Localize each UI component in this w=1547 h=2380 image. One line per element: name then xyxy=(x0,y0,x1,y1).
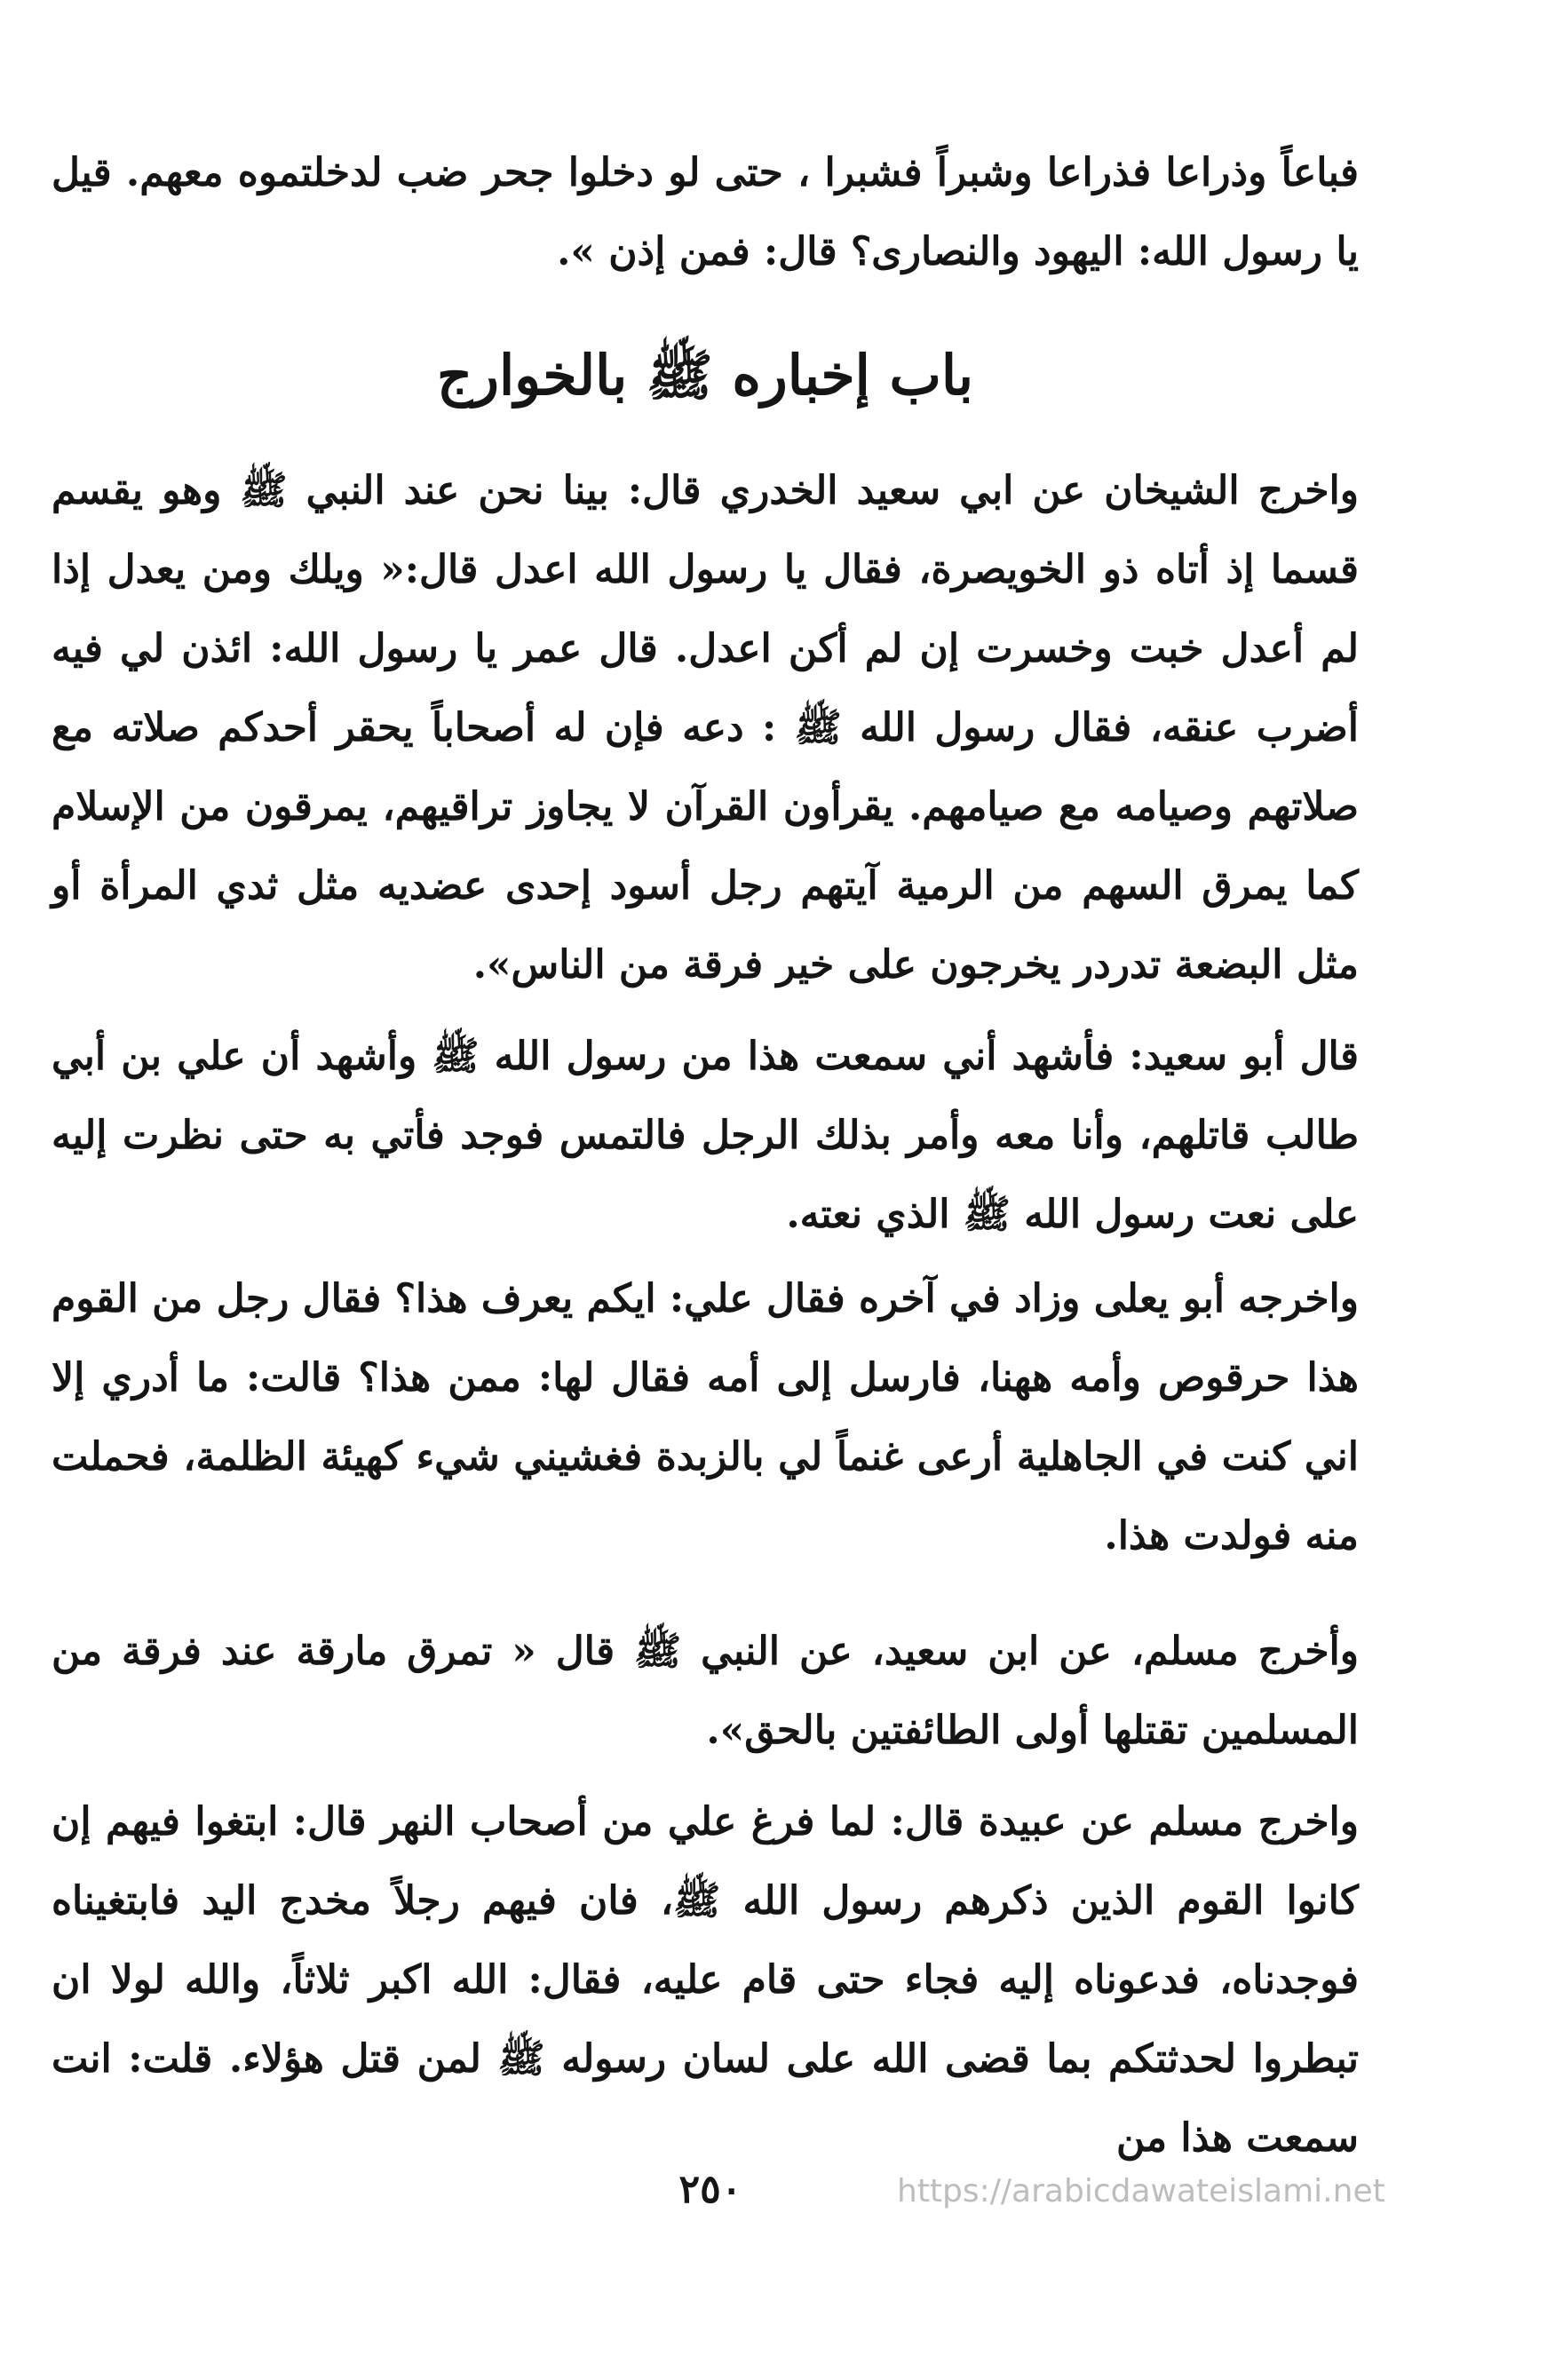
paragraph-2: قال أبو سعيد: فأشهد أني سمعت هذا من رسول الله ﷺ وأشهد أن علي بن أبي طالب قاتلهم، وأنا معه وأمر بذلك الرجل فالتمس فوجد فأتي به حتى نظرت إليه على نعت رسول الله ﷺ الذي نعته. xyxy=(52,1034,1359,1237)
chapter-heading: باب إخباره ﷺ بالخوارج xyxy=(436,343,973,408)
paragraph-3: واخرجه أبو يعلى وزاد في آخره فقال علي: ايكم يعرف هذا؟ فقال رجل من القوم هذا حرقوص وأمه ههنا، فارسل إلى أمه فقال لها: ممن هذا؟ قالت: ما أدري إلا اني كنت في الجاهلية أرعى غنماً لي بالزبدة فغشيني شيء كهيئة الظلمة، فحملت منه فولدت هذا. xyxy=(52,1276,1359,1559)
continuation-paragraph: فباعاً وذراعا فذراعا وشبراً فشبرا ، حتى لو دخلوا جحر ضب لدخلتموه معهم. قيل يا رسول الله: اليهود والنصارى؟ قال: فمن إذن ». xyxy=(52,150,1359,274)
paragraph-4: وأخرج مسلم، عن ابن سعيد، عن النبي ﷺ قال « تمرق مارقة عند فرقة من المسلمين تقتلها أولى الطائفتين بالحق». xyxy=(52,1629,1359,1753)
page-number: ٢٥٠ xyxy=(678,2167,742,2212)
paragraph-5: واخرج مسلم عن عبيدة قال: لما فرغ علي من أصحاب النهر قال: ابتغوا فيهم إن كانوا القوم الذين ذكرهم رسول الله ﷺ، فان فيهم رجلاً مخدج اليد فابتغيناه فوجدناه، فدعوناه إليه فجاء حتى قام عليه، فقال: الله اكبر ثلاثاً، والله لولا ان تبطروا لحدثتكم بما قضى الله على لسان رسوله ﷺ لمن قتل هؤلاء. قلت: انت سمعت هذا من xyxy=(52,1799,1359,2161)
paragraph-1: واخرج الشيخان عن ابي سعيد الخدري قال: بينا نحن عند النبي ﷺ وهو يقسم قسما إذ أتاه ذو الخويصرة، فقال يا رسول الله اعدل قال:« ويلك ومن يعدل إذا لم أعدل خبت وخسرت إن لم أكن اعدل. قال عمر يا رسول الله: ائذن لي فيه أضرب عنقه، فقال رسول الله ﷺ : دعه فإن له أصحاباً يحقر أحدكم صلاته مع صلاتهم وصيامه مع صيامهم. يقرأون القرآن لا يجاوز تراقيهم، يمرقون من الإسلام كما يمرق السهم من الرمية آيتهم رجل أسود إحدى عضديه مثل ثدي المرأة أو مثل البضعة تدردر يخرجون على خير فرقة من الناس». xyxy=(52,468,1359,988)
watermark-url: https://arabicdawateislami.net xyxy=(897,2173,1385,2209)
